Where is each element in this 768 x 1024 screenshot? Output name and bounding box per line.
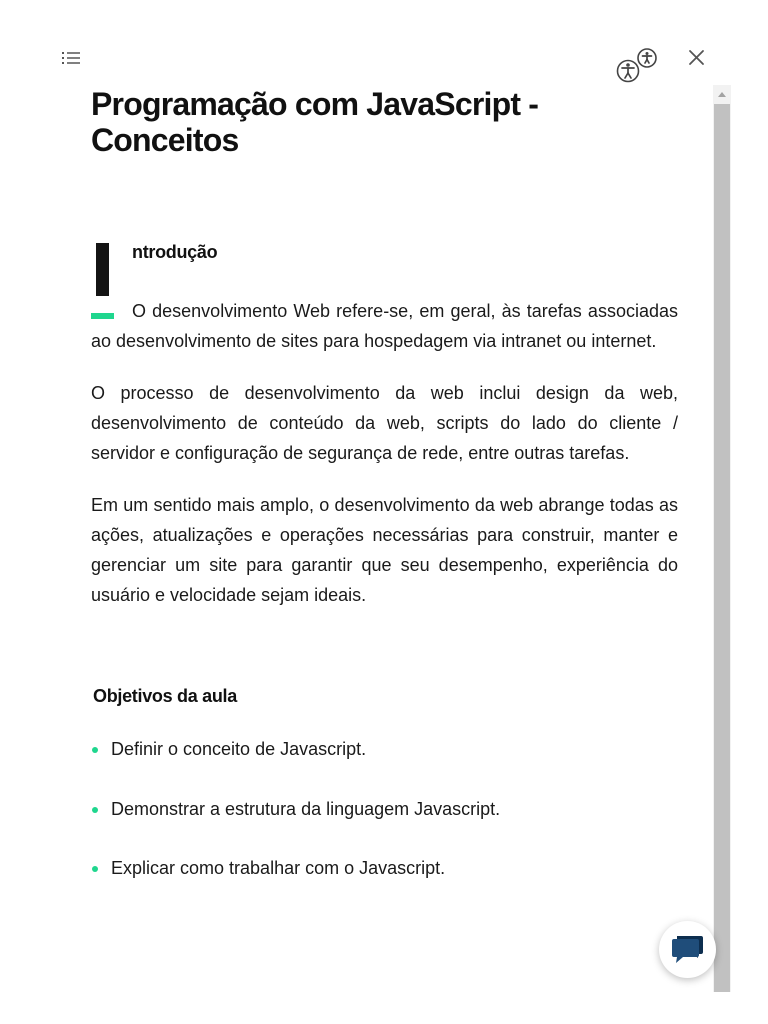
list-item xyxy=(91,734,678,764)
scrollbar[interactable] xyxy=(713,85,731,992)
objective-text: Demonstrar a estrutura da linguagem Javascript. xyxy=(111,798,501,819)
close-icon xyxy=(686,47,708,69)
page-title: Programação com JavaScript - Conceitos xyxy=(91,86,539,158)
intro-paragraph: Em um sentido mais amplo, o desenvolvimento da web abrange todas as ações, atualizações e operações necessárias para construir, manter e gerenciar um site para garantir que seu desempenho, experiência do usuário e velocidade sejam ideais. xyxy=(91,495,678,605)
chat-icon xyxy=(671,934,704,966)
accessibility-icon xyxy=(614,46,660,86)
bullet-icon xyxy=(92,866,98,872)
list-item xyxy=(91,794,678,824)
list-icon xyxy=(60,49,82,69)
list-item xyxy=(91,853,678,883)
article-content xyxy=(91,86,678,913)
triangle-up-icon xyxy=(713,85,731,103)
dropcap-accent-bar xyxy=(91,313,114,319)
chat-button[interactable] xyxy=(659,921,716,978)
accessibility-button[interactable] xyxy=(614,46,660,86)
bullet-icon xyxy=(92,747,98,753)
bullet-icon xyxy=(92,807,98,813)
objective-text: Explicar como trabalhar com o Javascript. xyxy=(111,858,446,878)
dropcap-letter xyxy=(96,243,109,296)
close-button[interactable] xyxy=(686,47,708,69)
objectives-title: Objetivos da aula xyxy=(93,686,237,706)
objectives-list xyxy=(91,734,678,883)
intro-paragraph: O desenvolvimento Web refere-se, em geral, às tarefas associadas ao desenvolvimento de sites para hospedagem via intranet ou internet. xyxy=(91,301,678,351)
intro-paragraph: O processo de desenvolvimento da web inclui design da web, desenvolvimento de conteúdo da web, scripts do lado do cliente / servidor e configuração de segurança de rede, entre outras tarefas. xyxy=(91,383,678,463)
menu-button[interactable] xyxy=(60,49,82,69)
intro-heading: ntrodução xyxy=(132,242,218,262)
scrollbar-thumb[interactable] xyxy=(714,104,730,992)
scroll-up-button[interactable] xyxy=(713,85,731,103)
intro-section xyxy=(91,238,678,610)
objective-text: Definir o conceito de Javascript. xyxy=(111,739,367,759)
